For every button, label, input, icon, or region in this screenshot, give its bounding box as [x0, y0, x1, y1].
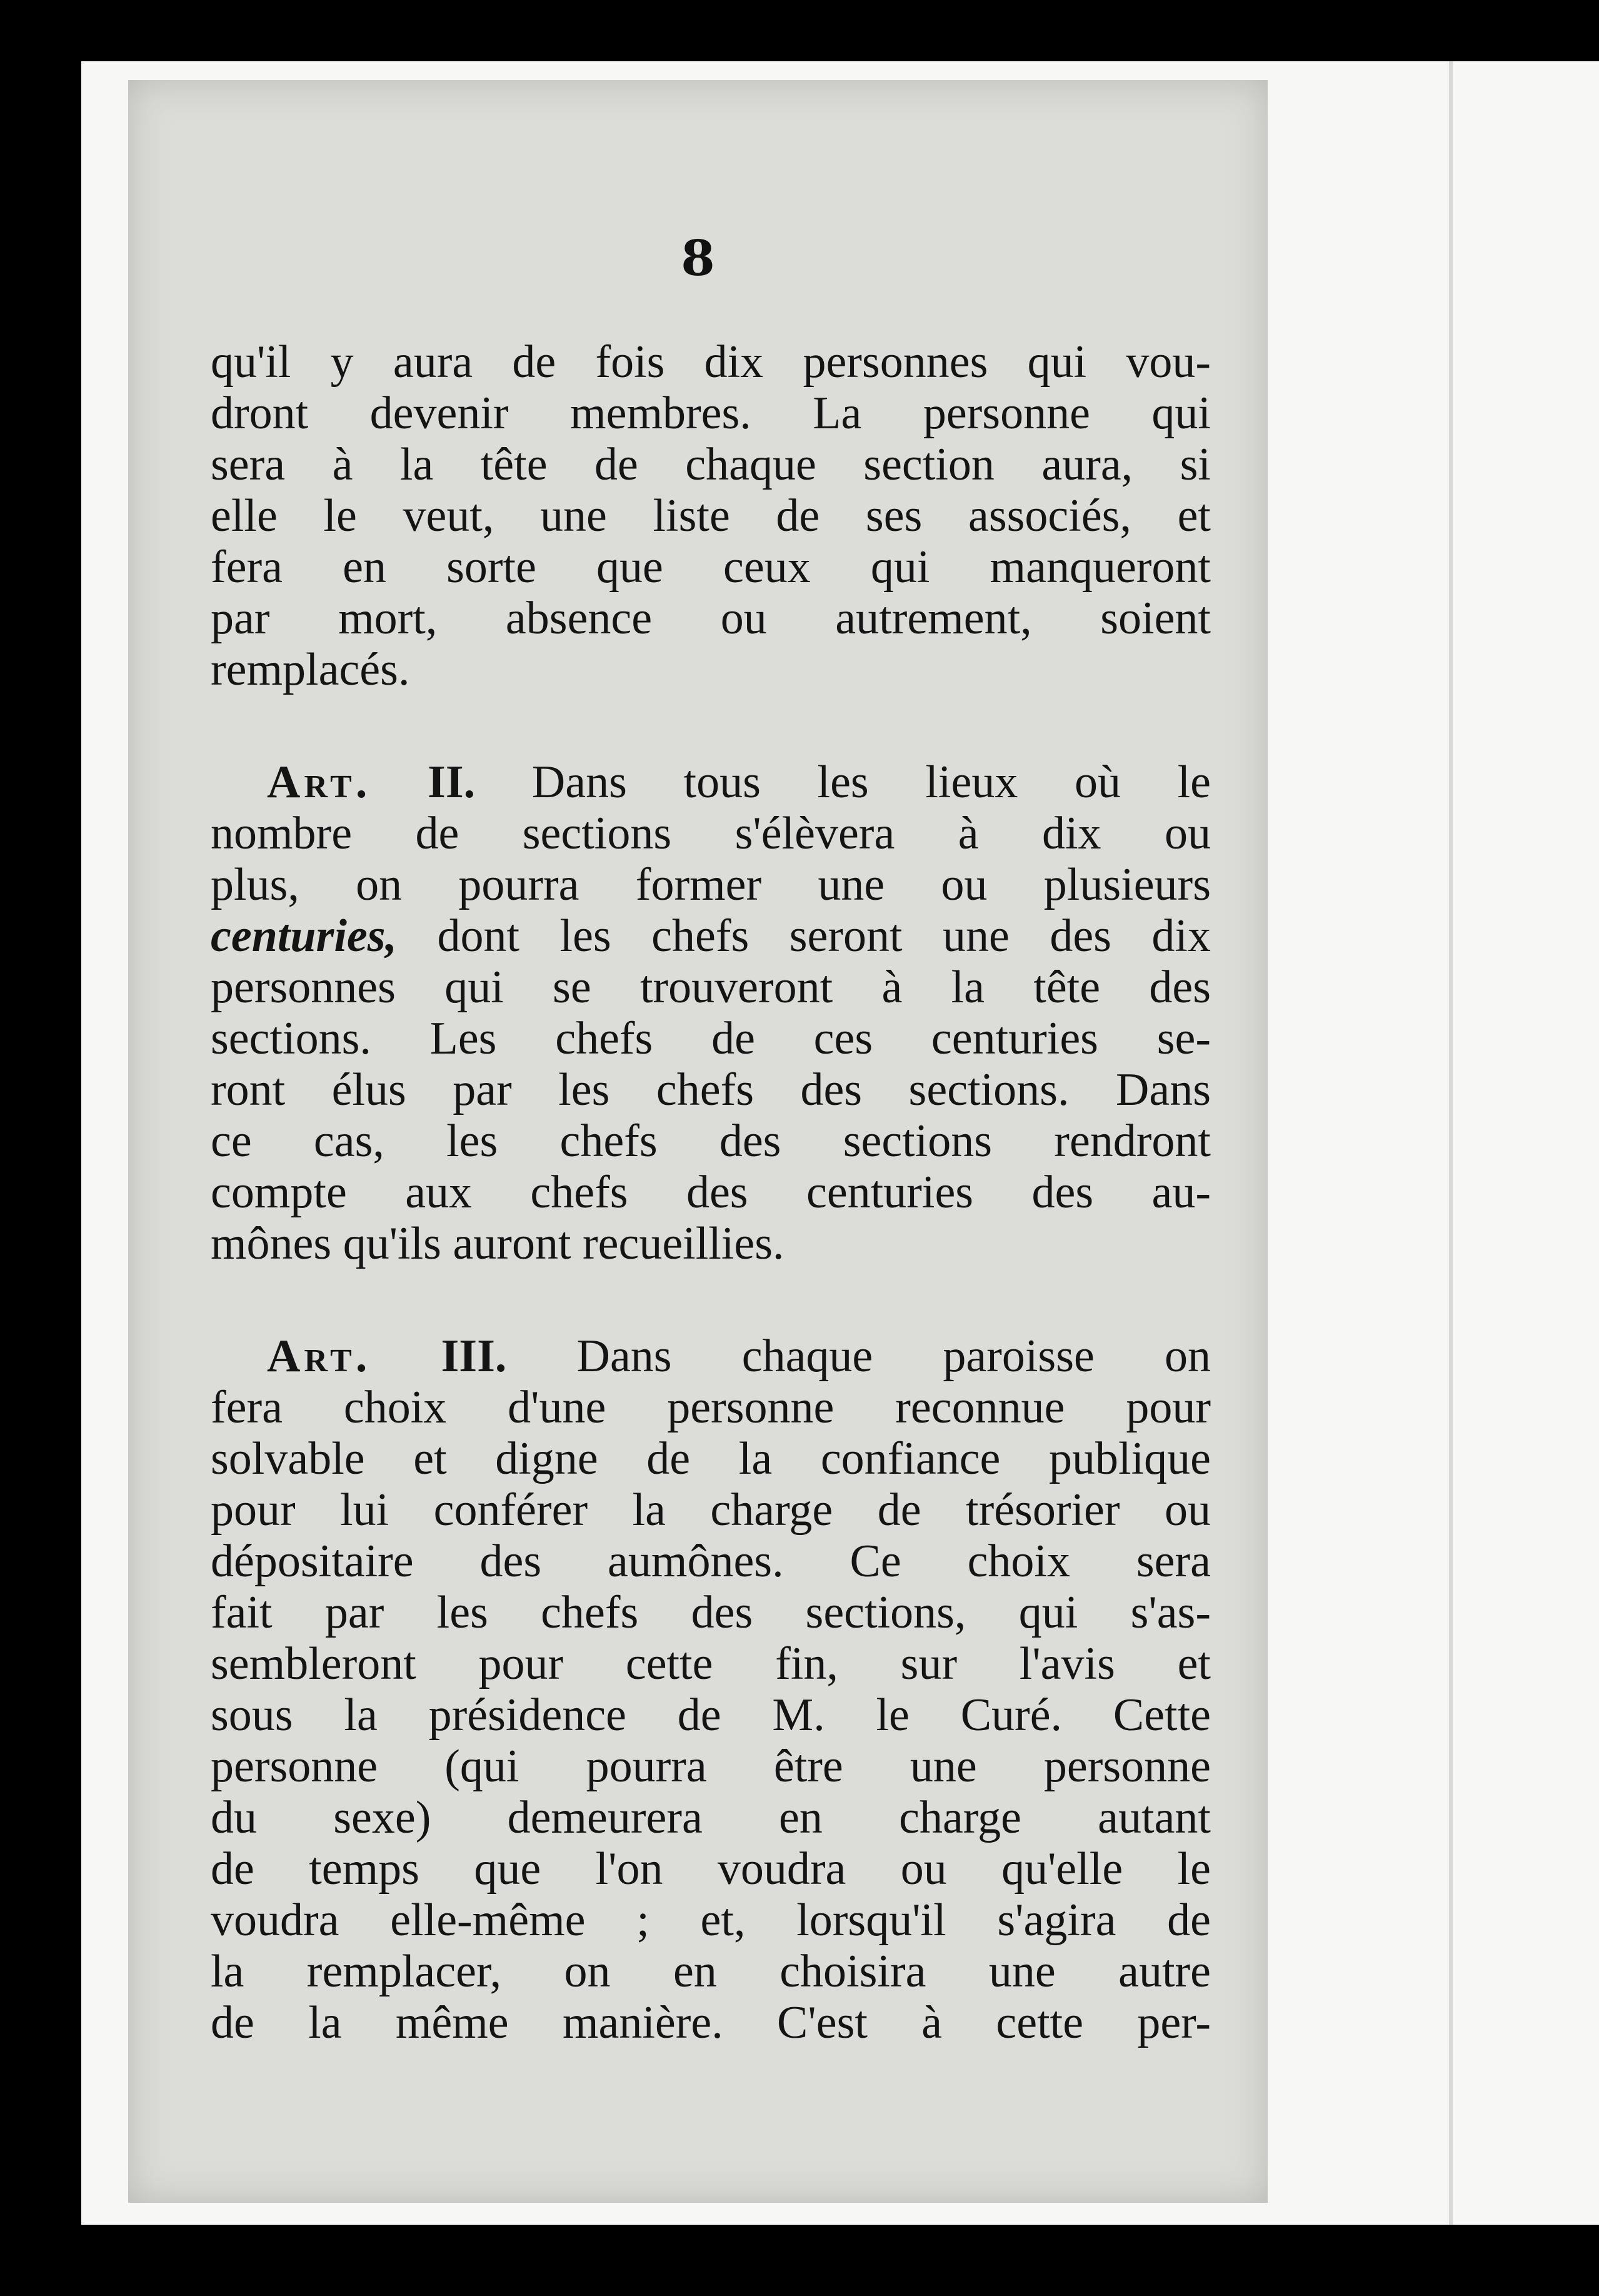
text-line: ront élus par les chefs des sections. Dans [211, 1064, 1211, 1115]
text-line: dront devenir membres. La personne qui [211, 388, 1211, 439]
paragraph-continuation [211, 336, 1211, 695]
text-line: nombre de sections s'élèvera à dix ou [211, 808, 1211, 859]
text-line: mônes qu'ils auront recueillies. [211, 1218, 784, 1269]
body-text [211, 336, 1211, 2048]
text-line: par mort, absence ou autrement, soient [211, 593, 1211, 644]
text-line: ce cas, les chefs des sections rendront [211, 1115, 1211, 1167]
text-line: dépositaire des aumônes. Ce choix sera [211, 1536, 1211, 1587]
article-3-first-line [211, 1331, 1211, 1382]
article-label: Art. [267, 757, 371, 808]
text-line: fera en sorte que ceux qui manqueront [211, 541, 1211, 593]
article-2 [211, 757, 1211, 1269]
text-line: de temps que l'on voudra ou qu'elle le [211, 1843, 1211, 1895]
text-line: sous la présidence de M. le Curé. Cette [211, 1689, 1211, 1741]
text-line: plus, on pourra former une ou plusieurs [211, 859, 1211, 910]
leaf-edge [1449, 61, 1453, 2225]
text-line: du sexe) demeurera en charge autant [211, 1792, 1211, 1843]
text-line: fait par les chefs des sections, qui s'as- [211, 1587, 1211, 1638]
text-line: pour lui conférer la charge de trésorier ou [211, 1484, 1211, 1536]
text-line: voudra elle-même ; et, lorsqu'il s'agira de [211, 1895, 1211, 1946]
text-line: solvable et digne de la confiance publique [211, 1433, 1211, 1484]
text-line: sembleront pour cette fin, sur l'avis et [211, 1638, 1211, 1689]
page-number: 8 [681, 230, 715, 287]
text-line: sections. Les chefs de ces centuries se- [211, 1013, 1211, 1064]
article-number: III. [441, 1331, 507, 1382]
text-line: compte aux chefs des centuries des au- [211, 1167, 1211, 1218]
italic-term: centuries, [211, 910, 398, 962]
article-3 [211, 1331, 1211, 2048]
text-line: la remplacer, on en choisira une autre [211, 1946, 1211, 1997]
text-line-italic [211, 910, 1211, 962]
text-fragment: Dans tous les lieux où le [531, 757, 1211, 808]
text-line: personne (qui pourra être une personne [211, 1741, 1211, 1792]
article-number: II. [428, 757, 476, 808]
text-line: de la même manière. C'est à cette per- [211, 1997, 1211, 2048]
article-2-first-line [211, 757, 1211, 808]
text-line: qu'il y aura de fois dix personnes qui vou- [211, 336, 1211, 388]
text-line: fera choix d'une personne reconnue pour [211, 1382, 1211, 1433]
book-page [128, 80, 1268, 2203]
text-line: sera à la tête de chaque section aura, si [211, 439, 1211, 490]
text-line: elle le veut, une liste de ses associés, et [211, 490, 1211, 541]
article-label: Art. [267, 1331, 371, 1382]
text-line: personnes qui se trouveront à la tête des [211, 962, 1211, 1013]
text-fragment: Dans chaque paroisse on [576, 1331, 1211, 1382]
text-line: remplacés. [211, 644, 410, 695]
text-fragment: dont les chefs seront une des dix [437, 910, 1211, 962]
